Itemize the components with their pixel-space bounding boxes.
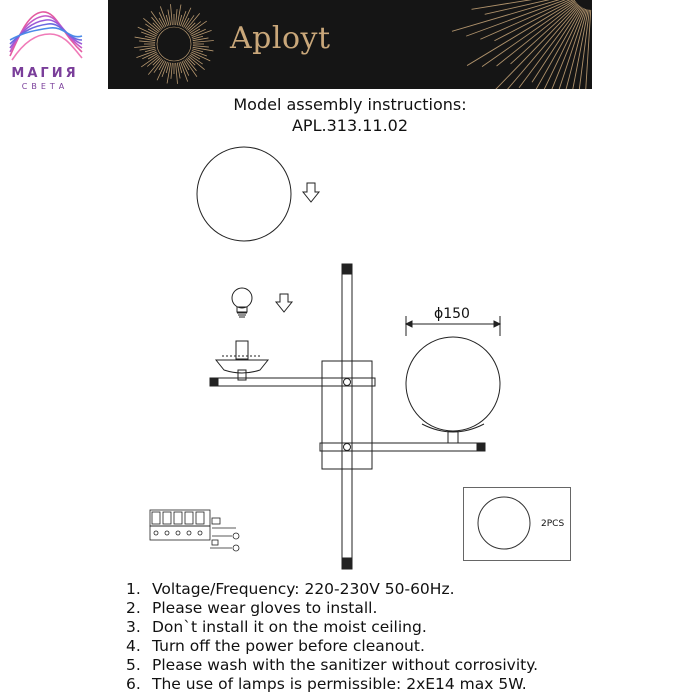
instruction-text: Please wash with the sanitizer without corrosivity. xyxy=(152,656,539,674)
wiring-diagram xyxy=(150,510,239,551)
instruction-item xyxy=(126,618,538,637)
socket-holder xyxy=(216,341,268,380)
instruction-number: 6. xyxy=(126,675,141,693)
instruction-text: Don`t install it on the moist ceiling. xyxy=(152,618,427,636)
instruction-number: 4. xyxy=(126,637,141,655)
glass-shade-illustration xyxy=(197,147,291,241)
instruction-number: 5. xyxy=(126,656,141,674)
brand-name: МАГИЯ xyxy=(11,66,79,81)
instruction-text: Please wear gloves to install. xyxy=(152,599,378,617)
instruction-item xyxy=(126,637,538,656)
brand-subtitle: СВЕТА xyxy=(21,82,69,91)
sphere-illustration xyxy=(478,497,530,549)
instruction-number: 2. xyxy=(126,599,141,617)
instruction-text: The use of lamps is permissible: 2xE14 max 5W. xyxy=(152,675,527,693)
assembled-sphere xyxy=(406,337,500,431)
instruction-number: 1. xyxy=(126,580,141,598)
banner-brand-name: Aployt xyxy=(230,21,331,56)
down-arrow-icon xyxy=(303,183,319,202)
wall-plate xyxy=(322,361,372,469)
instruction-item xyxy=(126,656,538,675)
pcs-label: 2PCS xyxy=(541,519,565,529)
bulb-illustration xyxy=(232,288,252,317)
instruction-text: Turn off the power before cleanout. xyxy=(152,637,425,655)
instruction-item xyxy=(126,599,538,618)
instruction-item xyxy=(126,580,538,599)
instruction-number: 3. xyxy=(126,618,141,636)
instruction-item xyxy=(126,675,538,694)
vertical-rod xyxy=(342,264,352,569)
document-title: Model assembly instructions: xyxy=(233,95,467,114)
model-number: APL.313.11.02 xyxy=(291,116,409,135)
instruction-text: Voltage/Frequency: 220-230V 50-60Hz. xyxy=(152,580,455,598)
instructions-list xyxy=(126,580,538,694)
dimension-label: ϕ150 xyxy=(434,306,470,322)
down-arrow-icon xyxy=(276,294,292,312)
